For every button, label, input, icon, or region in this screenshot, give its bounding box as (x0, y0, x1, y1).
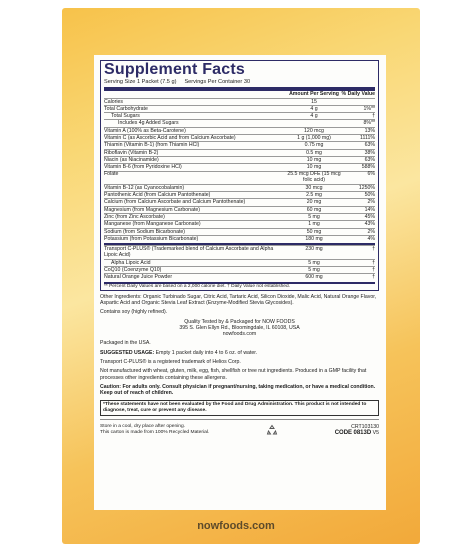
nutrient-amount: 5 mg (308, 267, 320, 274)
nutrient-dv: 6% (367, 171, 375, 178)
nutrient-name: Sodium (from Sodium Bicarbonate) (104, 228, 186, 235)
nutrient-name: Magnesium (from Magnesium Carbonate) (104, 206, 201, 213)
quality-line-2: 395 S. Glen Ellyn Rd., Bloomingdale, IL 60108, USA (179, 324, 300, 331)
nutrient-name: Thiamin (Vitamin B-1) (from Thiamin HCl) (104, 142, 200, 149)
nutrient-dv: 8%** (363, 120, 375, 127)
supplement-facts-box (100, 60, 379, 291)
nutrient-name: Vitamin B-6 (from Pyridoxine HCl) (104, 164, 182, 171)
facts-row (104, 273, 375, 280)
allergen-note: Not manufactured with wheat, gluten, milk, egg, fish, shellfish or tree nut ingredients. Produced in a GMP facility that processes other ingredients containing these allergens. (100, 368, 367, 381)
nutrient-amount: 4 g (310, 105, 318, 112)
nutrient-name: Manganese (from Manganese Carbonate) (104, 221, 201, 228)
code-line (335, 430, 379, 436)
facts-header (104, 92, 375, 98)
serving-size: Serving Size 1 Packet (7.5 g) (104, 79, 177, 85)
facts-row (104, 98, 375, 105)
nutrient-amount: 5 mg (308, 213, 320, 220)
nutrient-name: Calories (104, 98, 124, 105)
nutrient-name: Vitamin C (as Ascorbic Acid and from Calcium Ascorbate) (104, 135, 236, 142)
nutrient-rows (104, 98, 375, 243)
nutrient-dv: 63% (364, 156, 375, 163)
crt-number: CRT103130 (351, 424, 379, 431)
nutrient-dv: 588% (361, 164, 375, 171)
nutrient-amount: 50 mg (306, 228, 322, 235)
nutrient-name: Vitamin A (100% as Beta-Carotene) (104, 127, 186, 134)
nutrient-name: Riboflavin (Vitamin B-2) (104, 149, 159, 156)
nutrient-name: Vitamin B-12 (as Cyanocobalamin) (104, 184, 185, 191)
nutrient-name: Transport C-PLUS® (Trademarked blend of Calcium Ascorbate and Alpha Lipoic Acid) (104, 246, 274, 259)
label-panel (94, 55, 386, 510)
nutrient-amount: 4 g (310, 113, 318, 120)
facts-row (104, 119, 375, 126)
nutrient-dv: 13% (364, 127, 375, 134)
storage-block (100, 424, 209, 436)
facts-row (104, 134, 375, 141)
supplement-facts-title: Supplement Facts (104, 61, 246, 78)
dv-footnote: ** Percent Daily Values are based on a 2,000 calorie diet. † Daily Value not established. (104, 283, 290, 289)
facts-row (104, 156, 375, 163)
nutrient-dv: 45% (364, 213, 375, 220)
nutrient-amount: 600 mg (305, 274, 323, 281)
nutrient-amount: 0.5 mg (306, 149, 322, 156)
quality-line-3: nowfoods.com (222, 331, 257, 338)
nutrient-amount: 180 mg (305, 235, 323, 242)
nutrient-name: Total Sugars (111, 113, 140, 120)
blend-rows (104, 245, 375, 280)
recycled-note: This carton is made from 100% Recycled Material. (100, 430, 210, 436)
website-footer: nowfoods.com (197, 520, 275, 532)
store-note: Store in a cool, dry place after opening. (100, 424, 186, 430)
suggested-use-label: SUGGESTED USAGE: (100, 349, 155, 356)
facts-row (104, 163, 375, 170)
nutrient-name: Zinc (from Zinc Ascorbate) (104, 213, 165, 220)
facts-row (104, 266, 375, 273)
facts-row (104, 228, 375, 235)
quality-block (100, 319, 379, 338)
contains-soy: Contains soy (highly refined). (100, 309, 168, 316)
packaged-in: Packaged in the USA. (100, 340, 151, 347)
code-value: 0813D (353, 430, 372, 437)
code-label: CODE (334, 430, 353, 437)
nutrient-dv: † (372, 113, 375, 120)
nutrient-name: Alpha Lipoic Acid (111, 259, 151, 266)
recycle-icon (266, 424, 278, 436)
nutrient-dv: 2% (367, 228, 375, 235)
nutrient-amount (287, 120, 341, 126)
nutrient-amount: 5 mg (308, 259, 320, 266)
facts-row (104, 141, 375, 148)
nutrient-dv: 1111% (360, 135, 375, 142)
nutrient-name: Natural Orange Juice Powder (104, 274, 173, 281)
nutrient-dv: 1%** (363, 105, 375, 112)
facts-row (104, 245, 375, 259)
divider-light (100, 419, 379, 420)
nutrient-dv: † (372, 246, 375, 253)
nutrient-dv: 63% (364, 142, 375, 149)
facts-row (104, 259, 375, 266)
nutrient-amount: 25.5 mcg DFE (15 mcg folic acid) (287, 171, 341, 183)
bottom-info (100, 424, 379, 436)
nutrient-name: Calcium (from Calcium Ascorbate and Calcium Pantothenate) (104, 199, 246, 206)
nutrient-amount: 0.75 mg (304, 142, 324, 149)
dv-header: % Daily Value (341, 91, 375, 97)
nutrient-amount: 1 g (1,000 mg) (297, 135, 331, 142)
nutrient-name: Pantothenic Acid (from Calcium Pantothenate) (104, 192, 211, 199)
fda-disclaimer: *These statements have not been evaluated by the Food and Drug Administration. This product is not intended to diagnose, treat, cure or prevent any disease. (100, 400, 379, 416)
nutrient-amount: 30 mcg (305, 184, 323, 191)
trademark-note: Transport C-PLUS® is a registered trademark of Helios Corp. (100, 358, 241, 365)
quality-line-1: Quality Tested by & Packaged for NOW FOODS (184, 318, 295, 325)
other-ingredients: Other Ingredients: Organic Turbinado Sugar, Citric Acid, Tartaric Acid, Silicon Dioxide, Malic Acid, Natural Orange Flavor, Aspartic Acid and Organic Stevia Leaf Extract (Enzyme-Modified Stevia Glycosides). (100, 293, 377, 306)
nutrient-dv: † (372, 259, 375, 266)
nutrient-dv: 43% (364, 221, 375, 228)
facts-row (104, 171, 375, 184)
nutrient-dv (341, 99, 375, 105)
facts-row (104, 105, 375, 112)
nutrient-amount: 2.5 mg (306, 192, 322, 199)
facts-row (104, 149, 375, 156)
code-version: V5 (372, 430, 379, 437)
nutrient-dv: † (372, 274, 375, 281)
nutrient-dv: † (372, 267, 375, 274)
facts-row (104, 112, 375, 119)
servings-per-container: Servings Per Container 30 (184, 79, 251, 85)
facts-row (104, 213, 375, 220)
nutrient-amount: 10 mg (306, 156, 322, 163)
nutrient-name: Total Carbohydrate (104, 105, 148, 112)
facts-row (104, 220, 375, 227)
nutrient-amount: 1 mg (308, 221, 320, 228)
facts-row (104, 206, 375, 213)
suggested-use-text: Empty 1 packet daily into 4 to 6 oz. of water. (155, 349, 258, 356)
caution-note: Caution: For adults only. Consult physician if pregnant/nursing, taking medication, or have a medical condition. Keep out of reach of children. (100, 383, 376, 397)
nutrient-name: Includes 4g Added Sugars (118, 120, 179, 127)
nutrient-dv: 4% (367, 235, 375, 242)
nutrient-name: Potassium (from Potassium Bicarbonate) (104, 235, 199, 242)
code-block (335, 424, 379, 436)
facts-row (104, 127, 375, 134)
nutrient-amount: 230 mg (305, 246, 323, 253)
nutrient-dv: 1250% (358, 184, 375, 191)
nutrient-amount: 10 mg (306, 164, 322, 171)
nutrient-amount: 120 mcg (304, 127, 324, 134)
nutrient-amount: 15 (311, 98, 317, 105)
nutrient-amount: 20 mg (306, 199, 322, 206)
facts-row (104, 198, 375, 205)
facts-row (104, 191, 375, 198)
serving-info (104, 79, 375, 86)
nutrient-dv: 50% (364, 192, 375, 199)
nutrient-dv: 38% (364, 149, 375, 156)
facts-row (104, 184, 375, 191)
nutrient-dv: 2% (367, 199, 375, 206)
facts-row (104, 235, 375, 242)
nutrient-name: Folate (104, 171, 119, 178)
nutrient-amount: 60 mg (306, 206, 322, 213)
suggested-use (100, 350, 379, 356)
nutrient-dv: 14% (364, 206, 375, 213)
nutrient-name: CoQ10 (Coenzyme Q10) (104, 267, 162, 274)
amount-header: Amount Per Serving (289, 91, 339, 97)
nutrient-name: Niacin (as Niacinamide) (104, 156, 159, 163)
